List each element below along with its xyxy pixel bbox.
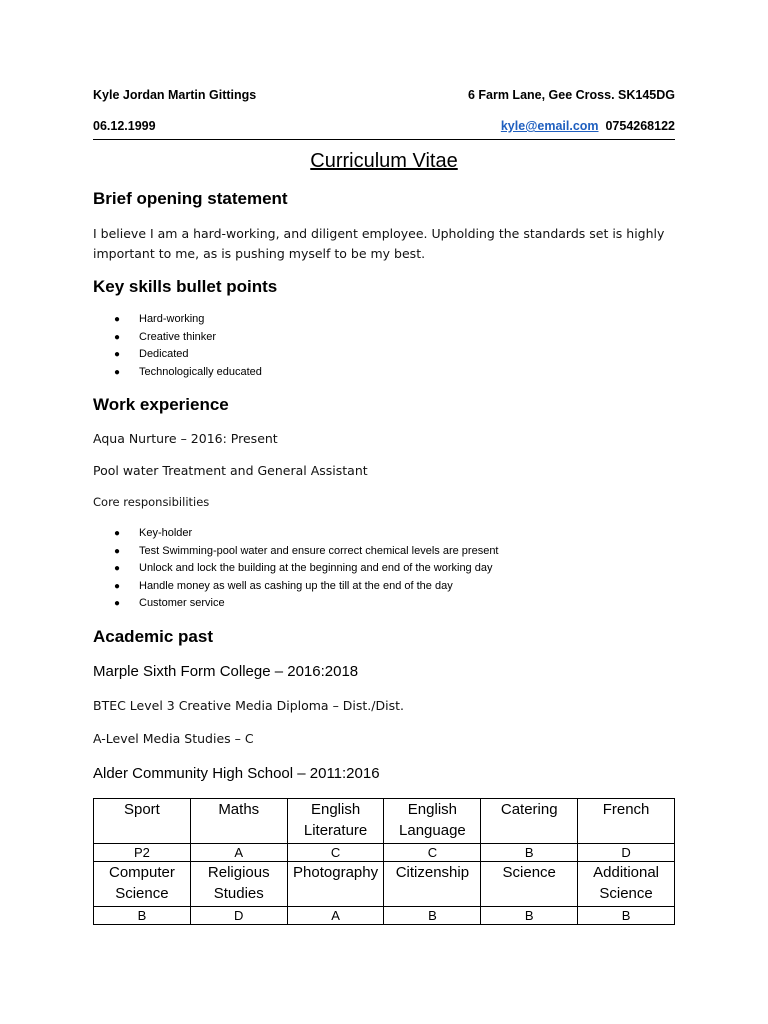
subject-cell: French bbox=[578, 799, 675, 844]
bullet-icon: ● bbox=[114, 580, 121, 592]
gcse-grades-table bbox=[93, 798, 675, 925]
table-row bbox=[94, 844, 675, 862]
list-item: ● Unlock and lock the building at the beginning and end of the working day bbox=[93, 560, 499, 578]
bullet-icon: ● bbox=[114, 366, 121, 378]
list-item: ● Key-holder bbox=[93, 525, 499, 543]
grade-cell: D bbox=[578, 844, 675, 862]
grade-cell: B bbox=[384, 907, 481, 925]
subject-cell: Religious Studies bbox=[190, 862, 287, 907]
grade-cell: B bbox=[94, 907, 191, 925]
bullet-icon: ● bbox=[114, 545, 121, 557]
table-row bbox=[94, 799, 675, 844]
work-experience-heading: Work experience bbox=[93, 395, 229, 414]
grade-cell: P2 bbox=[94, 844, 191, 862]
list-item: ● Customer service bbox=[93, 595, 499, 613]
subject-cell: Science bbox=[481, 862, 578, 907]
subject-cell: Additional Science bbox=[578, 862, 675, 907]
date-of-birth: 06.12.1999 bbox=[93, 119, 156, 133]
bullet-icon: ● bbox=[114, 331, 121, 343]
contact-details bbox=[501, 119, 675, 133]
responsibilities-list bbox=[93, 525, 499, 613]
grade-cell: B bbox=[578, 907, 675, 925]
college-heading: Marple Sixth Form College – 2016:2018 bbox=[93, 663, 359, 680]
subject-cell: Catering bbox=[481, 799, 578, 844]
key-skills-heading: Key skills bullet points bbox=[93, 277, 278, 296]
college-qualification-1: BTEC Level 3 Creative Media Diploma – Dist./Dist. bbox=[93, 698, 404, 713]
school-heading: Alder Community High School – 2011:2016 bbox=[93, 765, 380, 782]
opening-statement-line-2: important to me, as is pushing myself to be my best. bbox=[93, 246, 426, 261]
bullet-icon: ● bbox=[114, 598, 121, 610]
bullet-icon: ● bbox=[114, 349, 121, 361]
bullet-icon: ● bbox=[114, 528, 121, 539]
grade-cell: A bbox=[190, 844, 287, 862]
bullet-icon: ● bbox=[114, 314, 121, 325]
grade-cell: B bbox=[481, 844, 578, 862]
list-item: ● Technologically educated bbox=[93, 364, 262, 382]
subject-cell: Maths bbox=[190, 799, 287, 844]
list-item: ● Dedicated bbox=[93, 346, 262, 364]
subject-cell: Computer Science bbox=[94, 862, 191, 907]
email-link[interactable]: kyle@email.com bbox=[500, 119, 599, 133]
academic-past-heading: Academic past bbox=[93, 627, 213, 646]
opening-statement-heading: Brief opening statement bbox=[93, 189, 288, 208]
list-item: ● Hard-working bbox=[93, 311, 262, 329]
grade-cell: C bbox=[384, 844, 481, 862]
list-item: ● Creative thinker bbox=[93, 329, 262, 347]
bullet-icon: ● bbox=[114, 563, 121, 575]
subject-cell: Sport bbox=[94, 799, 191, 844]
subject-cell: Citizenship bbox=[384, 862, 481, 907]
subject-cell: English Language bbox=[384, 799, 481, 844]
key-skills-list bbox=[93, 311, 262, 381]
candidate-address: 6 Farm Lane, Gee Cross. SK145DG bbox=[467, 88, 675, 102]
opening-statement-line-1: I believe I am a hard-working, and diligent employee. Upholding the standards set is highly bbox=[93, 226, 665, 241]
table-row bbox=[94, 862, 675, 907]
list-item: ● Handle money as well as cashing up the till at the end of the day bbox=[93, 578, 499, 596]
college-qualification-2: A-Level Media Studies – C bbox=[93, 731, 254, 746]
document-title: Curriculum Vitae bbox=[310, 150, 458, 172]
grade-cell: C bbox=[287, 844, 384, 862]
grade-cell: B bbox=[481, 907, 578, 925]
subject-cell: English Literature bbox=[287, 799, 384, 844]
list-item: ● Test Swimming-pool water and ensure correct chemical levels are present bbox=[93, 543, 499, 561]
table-row bbox=[94, 907, 675, 925]
header-divider bbox=[93, 139, 675, 140]
grade-cell: A bbox=[287, 907, 384, 925]
employer-line: Aqua Nurture – 2016: Present bbox=[93, 431, 278, 446]
candidate-name: Kyle Jordan Martin Gittings bbox=[93, 88, 257, 102]
grade-cell: D bbox=[190, 907, 287, 925]
phone-number: 0754268122 bbox=[605, 119, 675, 133]
responsibilities-heading: Core responsibilities bbox=[93, 495, 210, 509]
job-role: Pool water Treatment and General Assistant bbox=[93, 463, 368, 478]
subject-cell: Photography bbox=[287, 862, 384, 907]
